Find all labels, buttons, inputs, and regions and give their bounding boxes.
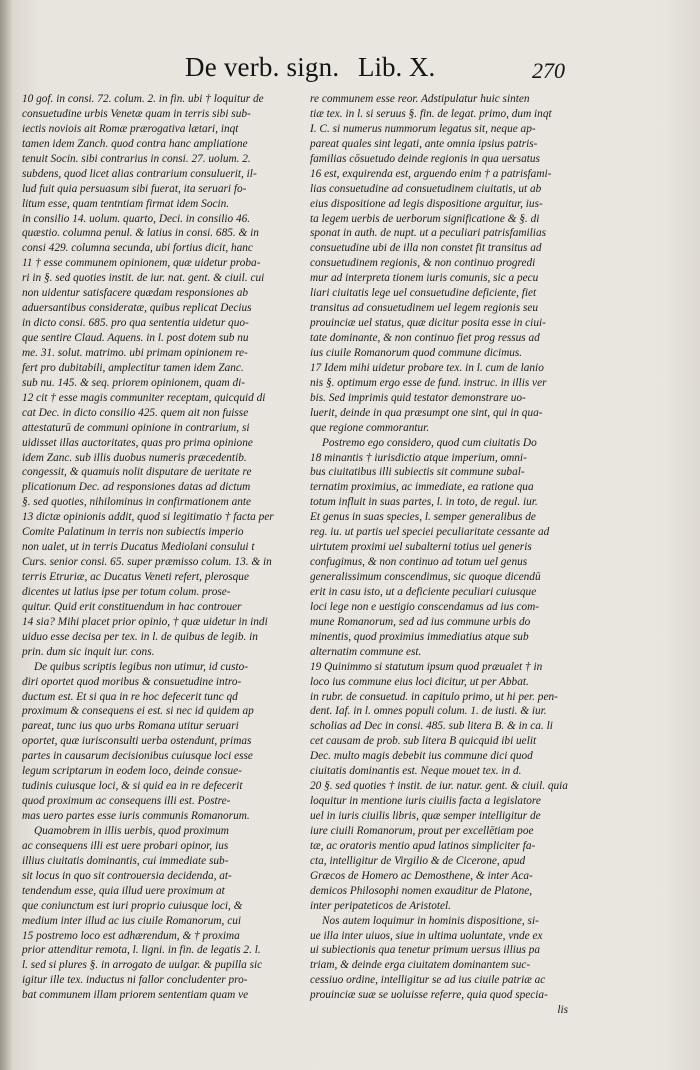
text-line: pareat, tunc ius quo urbs Romana utitur seruari — [22, 720, 239, 733]
text-line: 18 minantis † iurisdictio atque imperium, omni- — [310, 451, 527, 464]
right-text-column — [310, 92, 582, 1017]
text-line: prin. dum sic inquit iur. cons. — [22, 645, 155, 658]
gutter-shadow — [0, 0, 12, 1070]
text-line: ri in §. sed quoties instit. de iur. nat. gent. & ciuil. cui — [22, 272, 265, 285]
text-line: litum esse, quam tentntiam firmat idem Socin. — [22, 197, 230, 210]
text-line: dent. Iaf. in l. omnes populi colum. 1. de iusti. & iur. — [310, 705, 547, 718]
text-line: ac consequens illi est uere probari opinor, ius — [22, 839, 229, 852]
text-line: partes in causarum decisionibus cuiusque loci esse — [22, 750, 253, 763]
text-line: consuetudine urbis Venetæ quam in terris sibi sub- — [22, 107, 251, 120]
text-line: consuetudinem regionis, & non continuo progredi — [310, 257, 536, 270]
left-text-column — [22, 92, 294, 1002]
text-line: lias consuetudine ad consuetudinem ciuitatis, ut ab — [310, 182, 542, 195]
text-line: mune Romanorum, sed ad ius commune urbis do — [310, 615, 531, 628]
text-line: bat communem illam priorem sententiam quam ve — [22, 989, 249, 1002]
text-line: re communem esse reor. Adstipulatur huic sinten — [310, 93, 530, 105]
text-line: que regione commorantur. — [310, 421, 430, 434]
text-line: ductum est. Et si qua in re hoc defecerit tunc qd — [22, 690, 238, 703]
text-line: que coniunctum est iuri proprio cuiusque loci, & — [22, 899, 243, 912]
text-line: me. 31. solut. matrimo. ubi primam opinionem re- — [22, 346, 248, 359]
text-line: prouinciæ uel status, quæ dicitur posita esse in ciui- — [310, 317, 546, 330]
text-line: nis §. optimum ergo esse de fund. instruc. in illis ver — [310, 376, 547, 389]
text-line: illius ciuitatis dominantis, cui immediate sub- — [22, 854, 229, 867]
text-line: inter peripateticos de Aristotel. — [310, 899, 451, 912]
text-line: consi 429. columna secunda, ubi fortius dicit, hanc — [22, 242, 253, 255]
text-line: lud fuit quia persuasum sibi fuerat, ita seruari fo- — [22, 182, 247, 195]
text-line: uirtutem proximi uel subalterni totius uel generis — [310, 541, 532, 554]
text-line: legum scriptarum in eodem loco, deinde consue- — [22, 765, 242, 778]
text-line: congessit, & quamuis nolit disputare de ueritate re — [22, 466, 252, 479]
text-line: demicos Philosophi nomen exauditur de Platone, — [310, 884, 533, 897]
text-line: mas uero partes esse iuris communis Romanorum. — [22, 810, 250, 822]
text-line: in consilio 14. uolum. quarto, Deci. in consilio 46. — [22, 212, 251, 225]
text-line: tiæ tex. in l. si seruus §. fin. de legat. primo, dum inqt — [310, 107, 552, 120]
text-line: uiduo esse decisa per tex. in l. de quibus de legib. in — [22, 630, 258, 643]
text-line: mur ad interpreta tionem iuris comunis, sic a pecu — [310, 272, 539, 285]
text-line: ius ciuile Romanorum quod commune dicimus. — [310, 346, 523, 359]
text-line: igitur ille tex. inductus ni fallor concludenter pro- — [22, 974, 248, 987]
text-line: bus ciuitatibus illi subiectis sit commune subal- — [310, 466, 525, 479]
text-line: dicentes ut latius ipse per totum colum. prose- — [22, 585, 231, 598]
text-line: tudinis cuiusque loci, & si quid ea in re defecerit — [22, 780, 243, 793]
text-line: non ualet, ut in terris Ducatus Mediolani consului t — [22, 541, 255, 554]
text-line: 15 postremo loco est adhærendum, & † proxima — [22, 929, 240, 942]
text-line: aduersantibus consideratæ, quibus replicat Decius — [22, 302, 252, 315]
text-line: triam, & deinde erga ciuitatem dominantem suc- — [310, 959, 531, 972]
text-line: in rubr. de consuetud. in capitulo primo, ut hi per. pen- — [310, 690, 558, 703]
text-line: oportet, quæ iurisconsulti uerba ostendunt, primas — [22, 735, 252, 748]
text-line: sponat in auth. de nupt. ut a peculiari patrisfamilias — [310, 227, 546, 240]
text-line: Quamobrem in illis uerbis, quod proximum — [34, 824, 229, 837]
text-line: ternatim proximius, ac immediate, ea ratione qua — [310, 481, 534, 494]
text-line: erit in casu isto, ut a deficiente peculiari cuiusque — [310, 585, 537, 598]
text-line: Dec. multo magis debebit ius commune dici quod — [310, 750, 533, 763]
text-line: scholias ad Dec in consi. 485. sub litera B. & in ca. li — [310, 720, 553, 733]
text-line: proximum & consequens ei est. si nec id quidem ap — [22, 705, 254, 718]
text-line: bis. Sed imprimis quid testator demonstrare uo- — [310, 391, 526, 404]
text-line: generalissimum conscendimus, sic quoque dicendū — [310, 571, 541, 583]
text-line: medium inter illud ac ius ciuile Romanorum, cui — [22, 914, 242, 927]
text-line: 17 Idem mihi uidetur probare tex. in l. cum de lanio — [310, 361, 544, 374]
text-line: cat Dec. in dicto consilio 425. quem ait non fuisse — [22, 406, 249, 419]
text-line: familias cōsuetudo deinde regionis in qua uersatus — [310, 152, 540, 165]
text-line: in dicto consi. 685. pro qua sententia uidetur quo- — [22, 317, 249, 330]
text-line: transitus ad consuetudinem uel legem regionis seu — [310, 302, 539, 315]
text-line: Curs. senior consi. 65. super præmisso colum. 13. & in — [22, 556, 272, 569]
text-line: confugimus, & non continuo ad totum uel genus — [310, 556, 528, 569]
text-line: 11 † esse communem opinionem, quæ uidetur proba- — [22, 257, 261, 270]
text-line: Postremo ego considero, quod cum ciuitatis Do — [322, 436, 537, 449]
text-line: minentis, quod proximius immediatius atque sub — [310, 630, 529, 643]
text-line: tæ, ac oratoris mentio apud latinos simpliciter fa- — [310, 839, 536, 852]
text-line: que sentire Claud. Aquens. in l. post dotem sub nu — [22, 332, 249, 344]
text-line: totum influit in suas partes, l. in toto, de regul. iur. — [310, 496, 538, 509]
text-line: plicationum Dec. ad responsiones datas ad dictum — [22, 481, 251, 494]
text-line: fert pro dubitabili, amplectitur tamen idem Zanc. — [22, 361, 244, 374]
text-line: ciuitatis dominantis est. Neque mouet tex. in d. — [310, 765, 522, 778]
text-line: lis — [557, 1004, 568, 1017]
text-line: Comite Palatinum in terris non subiectis imperio — [22, 526, 244, 539]
text-line: attestaturū de communi opinione in contrarium, si — [22, 421, 250, 434]
running-title: De verb. sign. — [185, 52, 340, 82]
text-line: liari ciuitatis lege uel consuetudine deficiente, fiet — [310, 287, 537, 300]
book-label: Lib. X. — [358, 52, 436, 82]
text-line: ui subiectionis qua tenetur primum uersus illius pa — [310, 944, 541, 957]
text-line: quitur. Quid erit constituendum in hac controuer — [22, 600, 242, 613]
text-line: uel in iuris ciuilis libris, quæ semper intelligitur de — [310, 810, 541, 822]
text-line: 14 sia? Mihi placet prior opinio, † quæ uidetur in indi — [22, 615, 268, 628]
running-header — [0, 52, 700, 92]
text-line: reg. iu. ut partis uel speciei peculiaritate cessante ad — [310, 526, 550, 539]
page-number: 270 — [532, 58, 565, 83]
text-line: uidisset illas auctoritates, quas pro prima opinione — [22, 436, 253, 449]
text-line: tenuit Socin. sibi contrarius in consi. 27. uolum. 2. — [22, 152, 251, 165]
text-line: quod proximum ac consequens illi est. Postre- — [22, 795, 231, 808]
text-line: loci lege non e uestigio conscendamus ad ius com- — [310, 600, 540, 613]
text-line: 12 cit † esse magis communiter receptam, quicquid di — [22, 391, 266, 404]
text-line: alternatim commune est. — [310, 645, 422, 658]
text-line: 16 est, exquirenda est, arguendo enim † a patrisfami- — [310, 167, 552, 180]
text-line: sub nu. 145. & seq. priorem opinionem, quam di- — [22, 376, 245, 389]
text-line: cet causam de prob. sub litera B quicquid ibi uelit — [310, 735, 537, 748]
text-line: ue illa inter uiuos, siue in ultima uoluntate, vnde ex — [310, 929, 543, 942]
text-line: non uidentur satisfacere quædam responsiones ab — [22, 287, 249, 300]
text-line: prouinciæ suæ se uoluisse referre, quia quod specia- — [310, 989, 548, 1002]
text-line: diri oportet quod moribus & consuetudine intro- — [22, 675, 242, 688]
text-line: l. sed si plures §. in arrogato de uulgar. & pupilla sic — [22, 959, 263, 972]
text-line: De quibus scriptis legibus non utimur, id custo- — [34, 660, 249, 673]
text-line: Græcos de Homero ac Demosthene, & inter Aca- — [310, 869, 533, 882]
text-line: 19 Quinimmo si statutum ipsum quod præualet † in — [310, 660, 543, 673]
text-line: cessiuo ordine, intelligitur se ad ius ciuile patriæ ac — [310, 974, 546, 987]
text-line: loquitur in mentione iuris ciuilis facta a legislatore — [310, 795, 541, 808]
text-line: consuetudine ubi de illa non constet fit transitus ad — [310, 242, 542, 255]
text-line: §. sed quoties, nihilominus in confirmationem ante — [22, 496, 252, 509]
text-line: ta legem uerbis de uerborum significatione & §. di — [310, 212, 540, 225]
text-line: sit locus in quo sit controuersia decidenda, at- — [22, 869, 232, 882]
text-line: tamen idem Zanch. quod contra hanc ampliatione — [22, 137, 248, 150]
text-line: subdens, quod licet alias contrarium consuluerit, il- — [22, 167, 257, 180]
text-line: I. C. si numerus nummorum legatus sit, neque ap- — [310, 122, 536, 135]
text-line: terris Etruriæ, ac Ducatus Veneti refert, plerosque — [22, 571, 249, 583]
text-line: luerit, deinde in qua præsumpt one sint, qui in qua- — [310, 406, 543, 419]
text-line: Nos autem loquimur in hominis dispositione, si- — [322, 914, 539, 927]
text-line: loco ius commune eius loci dicitur, ut per Abbat. — [310, 675, 529, 688]
text-line: cta, intelligitur de Virgilio & de Cicerone, apud — [310, 854, 526, 867]
text-line: tendendum esse, quia illud uere proximum at — [22, 884, 225, 897]
text-line: 10 gof. in consi. 72. colum. 2. in fin. ubi † loquitur de — [22, 93, 264, 105]
text-line: iure ciuili Romanorum, prout per excellētiam poe — [310, 824, 534, 837]
text-line: 13 dictæ opinionis addit, quod si legitimatio † facta per — [22, 511, 274, 524]
text-line: prior attenditur remota, l. ligni. in fin. de legatis 2. l. — [22, 944, 261, 957]
text-line: idem Zanc. sub illis duobus numeris præcedentib. — [22, 451, 247, 464]
text-line: Et genus in suas species, l. semper generalibus de — [310, 511, 536, 524]
text-line: quæstio. columna penul. & latius in consi. 685. & in — [22, 227, 259, 240]
text-line: 20 §. sed quoties † instit. de iur. natur. gent. & ciuil. quia — [310, 780, 568, 793]
text-line: eius dispositione ad legis dispositione arguitur, ius- — [310, 197, 543, 210]
text-line: tate dominante, & non continuo fiet prog ressus ad — [310, 332, 540, 344]
text-line: pareat quales sint legati, ante omnia ipsius patris- — [310, 137, 538, 150]
text-line: iectis noviois ait Romæ prærogativa lætari, inqt — [22, 122, 239, 135]
